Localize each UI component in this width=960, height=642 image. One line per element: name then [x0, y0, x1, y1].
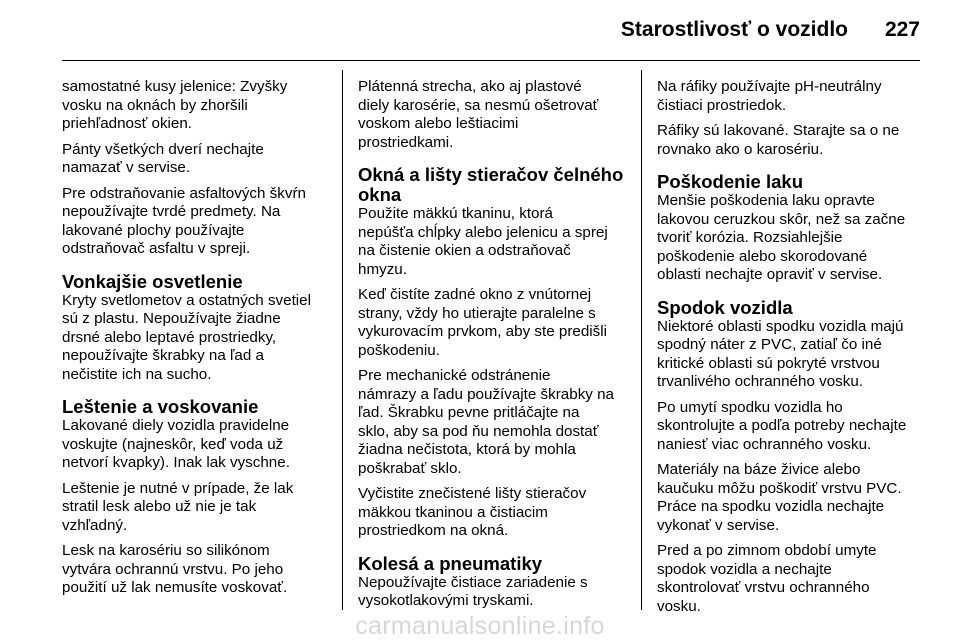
- paragraph: Materiály na báze živice alebo kaučuku môžu poškodiť vrstvu PVC. Práce na spodku vozidla nechajte vykonať v servise.: [657, 461, 902, 534]
- section-heading: Kolesá a pneumatiky: [358, 552, 543, 574]
- paragraph: Pred a po zimnom období umyte spodok vozidla a nechajte skontrolovať vrstvu ochranného vosku.: [657, 542, 877, 615]
- paragraph: Po umytí spodku vozidla ho skontrolujte a podľa potreby nechajte naniesť viac ochranného vosku.: [657, 398, 907, 453]
- paragraph: Použite mäkkú tkaninu, ktorá nepúšťa chĺpky alebo jelenicu a sprej na čistenie okien a odstraňovač hmyzu.: [358, 205, 608, 278]
- paragraph: Leštenie je nutné v prípade, že lak stratil lesk alebo už nie je tak vzhľadný.: [62, 479, 294, 534]
- text-column-1: [62, 78, 328, 605]
- paragraph: Ráfiky sú lakované. Starajte sa o ne rovnako ako o karosériu.: [657, 122, 900, 158]
- paragraph: Menšie poškodenia laku opravte lakovou ceruzkou skôr, než sa začne tvoriť korózia. Rozsiahlejšie poškodenie alebo skorodované oblasti nechajte opraviť v servise.: [657, 192, 906, 283]
- page-header: [62, 0, 920, 61]
- section-heading: Okná a lišty stieračov čelného okna: [358, 164, 624, 205]
- section-heading: Poškodenie laku: [657, 171, 803, 192]
- paragraph: Pre odstraňovanie asfaltových škvŕn nepoužívajte tvrdé predmety. Na lakované plochy používajte odstraňovač asfaltu v spreji.: [62, 184, 306, 257]
- paragraph: Plátenná strecha, ako aj plastové diely karosérie, sa nesmú ošetrovať voskom alebo leštiacimi prostriedkami.: [358, 78, 599, 151]
- paragraph: Na ráfiky používajte pH-neutrálny čistiaci prostriedok.: [657, 78, 882, 114]
- section-heading: Spodok vozidla: [657, 296, 793, 318]
- page-title: Starostlivosť o vozidlo: [620, 18, 848, 41]
- paragraph: Keď čistíte zadné okno z vnútornej strany, vždy ho utierajte paralelne s vykurovacím prvkom, aby ste predišli poškodeniu.: [358, 286, 607, 359]
- paragraph: Lakované diely vozidla pravidelne voskujte (najneskôr, keď voda už netvorí kvapky). Inak lak vyschne.: [62, 417, 290, 471]
- paragraph: Lesk na karosériu so silikónom vytvára ochrannú vrstvu. Po jeho použití už lak nemusíte voskovať.: [62, 542, 288, 596]
- section-heading: Vonkajšie osvetlenie: [62, 270, 243, 292]
- column-divider: [641, 70, 642, 610]
- column-divider: [342, 70, 343, 610]
- section-heading: Leštenie a voskovanie: [62, 396, 259, 417]
- paragraph: Niektoré oblasti spodku vozidla majú spodný náter z PVC, zatiaľ čo iné kritické oblasti sú pokryté vrstvou trvanlivého ochranného vosku.: [657, 317, 904, 390]
- paragraph: Nepoužívajte čistiace zariadenie s vysokotlakovými tryskami.: [358, 573, 588, 609]
- watermark: carmanualsonline.info: [355, 612, 605, 640]
- paragraph: samostatné kusy jelenice: Zvyšky vosku na oknách by zhoršili priehľadnosť okien.: [62, 78, 288, 132]
- paragraph: Pre mechanické odstránenie námrazy a ľadu používajte škrabky na ľad. Škrabku pevne pritláčajte na sklo, aby sa pod ňu nemohla dostať žiadna nečistota, ktorá by mohla poškrabať sklo.: [358, 367, 614, 477]
- text-column-2: [358, 78, 628, 618]
- paragraph: Vyčistite znečistené lišty stieračov mäkkou tkaninou a čistiacim prostriedkom na okná.: [358, 485, 587, 539]
- paragraph: Pánty všetkých dverí nechajte namazať v servise.: [62, 140, 264, 176]
- page-number: 227: [884, 18, 920, 41]
- paragraph: Kryty svetlometov a ostatných svetiel sú z plastu. Nepoužívajte žiadne drsné alebo leptavé prostriedky, nepoužívajte škrabky na ľad a nečistite ich na sucho.: [62, 291, 312, 383]
- text-column-3: [657, 78, 929, 623]
